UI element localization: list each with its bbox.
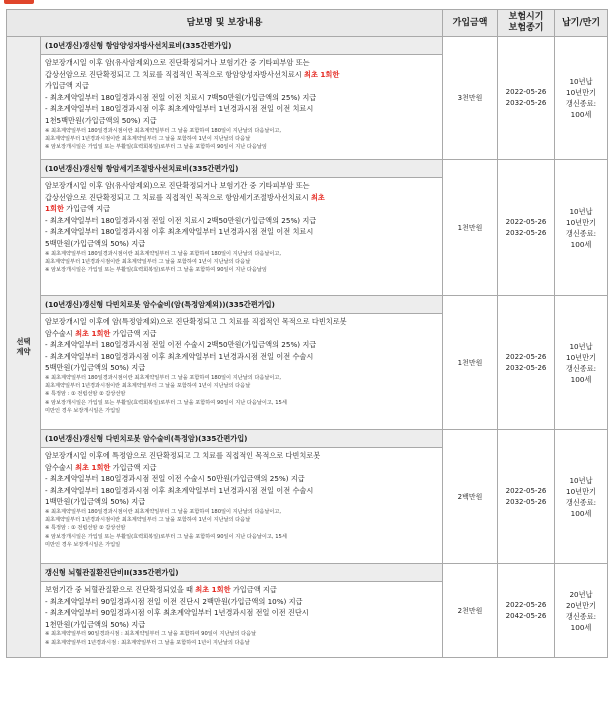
term-line: 10년만기: [566, 486, 596, 496]
coverage-cell: [41, 160, 443, 296]
description-text: - 최초계약일부터 90일경과시점 이후 최초계약일부터 1년경과시점 전일 이전 진단시: [45, 608, 309, 618]
term-line: 100세: [570, 622, 592, 632]
footnote-line: ※ 최초계약일부터 1년경과시점 : 최초계약일부터 그 날을 포함하여 1년이 지난날의 다음날: [45, 639, 250, 646]
description-text: 암수술시: [45, 328, 76, 338]
description-text: - 최초계약일부터 180일경과시점 전일 이전 치료시 2백50만원(가입금액의 25%) 지급: [45, 215, 317, 225]
amount-cell: 2백만원: [443, 430, 498, 564]
coverage-description: [41, 582, 442, 649]
description-text: 보험기간 중 뇌혈관질환으로 진단확정되었을 때: [45, 585, 196, 594]
description-line: [45, 450, 438, 462]
footnote-line: 최초계약일부터 1년경과시점이란 최초계약일부터 그 날을 포함하여 1년이 지난날의 다음날: [45, 517, 251, 524]
coverage-description: [41, 178, 442, 276]
coverage-cell: [41, 564, 443, 658]
footnote-line: ※ 특정암 : ① 전립선암 ② 갑상선암: [45, 525, 126, 532]
description-line: [45, 238, 438, 250]
term-line: 100세: [570, 239, 592, 249]
term-line: 갱신종료:: [565, 99, 597, 108]
term-cell: [555, 160, 608, 296]
term-line: 100세: [570, 508, 592, 518]
description-line: [45, 462, 438, 474]
coverage-cell: [41, 296, 443, 430]
description-line: [45, 473, 438, 485]
period-cell: [498, 160, 555, 296]
coverage-cell: [41, 430, 443, 564]
highlight-text: 최초 1회한: [75, 462, 111, 472]
description-line: [45, 80, 438, 92]
description-line: [45, 215, 438, 227]
term-line: 100세: [570, 110, 592, 119]
description-line: [45, 485, 438, 497]
period-start-date: 2022-05-26: [505, 600, 547, 609]
coverage-cell: [41, 37, 443, 160]
footnote-line: ※ 암보장개시일은 가입일 또는 부활일(효력회복일)로부터 그 날을 포함하여 90일이 지난 다음날이고, 15세: [45, 533, 287, 540]
period-cell: [498, 430, 555, 564]
footnote-line: ※ 최초계약일부터 180일경과시점이란 최초계약일부터 그 날을 포함하여 180일이 지난날의 다음날이고,: [45, 250, 282, 257]
description-text: 1천5백만원(가입금액의 50%) 지급: [45, 115, 157, 125]
period-end-date: 2042-05-26: [505, 611, 547, 620]
footnote-line: 미만인 경우 보장개시일은 가입일: [45, 407, 121, 414]
description-text: 가입금액 지급: [230, 585, 277, 594]
amount-cell: 1천만원: [443, 160, 498, 296]
footnote-line: 최초계약일부터 1년경과시점이란 최초계약일부터 그 날을 포함하여 1년이 지난날의 다음날: [45, 383, 251, 390]
description-text: - 최초계약일부터 180일경과시점 전일 이전 수술시 50만원(가입금액의 25%) 지급: [45, 474, 305, 484]
description-text: - 최초계약일부터 180일경과시점 전일 이전 치료시 7백50만원(가입금액의 25%) 지급: [45, 92, 317, 102]
term-cell: [555, 296, 608, 430]
description-line: [45, 92, 438, 104]
description-text: 가입금액 지급: [45, 81, 89, 91]
amount-cell: 1천만원: [443, 296, 498, 430]
table-row: [7, 37, 608, 160]
description-text: 갑상선암으로 진단확정되고 그 치료를 직접적인 목적으로 항암세기조절방사선치료시: [45, 192, 311, 202]
term-line: 10년납: [569, 475, 593, 485]
description-text: - 최초계약일부터 180일경과시점 이후 최초계약일부터 1년경과시점 전일 이전 치료시: [45, 227, 314, 237]
coverage-title: (10년갱신)갱신형 다빈치로봇 암수술비(암(특정암제외))(335간편가입): [41, 296, 442, 314]
description-text: 암보장개시일 이후에 특정암으로 진단확정되고 그 치료를 직접적인 목적으로 다빈치로봇: [45, 451, 321, 460]
term-line: 20년납: [569, 589, 593, 599]
period-end-date: 2032-05-26: [505, 99, 547, 107]
period-cell: [498, 564, 555, 658]
term-line: 10년납: [569, 206, 593, 216]
description-line: [45, 339, 438, 351]
period-cell: [498, 37, 555, 160]
side-label-line: 선택: [16, 337, 31, 346]
description-line: [45, 203, 438, 215]
highlight-text: 최초 1회한: [304, 69, 340, 79]
table-row: [7, 564, 608, 658]
description-text: 암보장개시일 이후 암(유사암제외)으로 진단확정되거나 보험기간 중 기타피부암 또는: [45, 181, 310, 190]
description-text: 1천만원(가입금액의 50%) 지급: [45, 619, 146, 629]
period-start-date: 2022-05-26: [505, 352, 547, 361]
term-line: 10년납: [569, 341, 593, 351]
footnote-line: ※ 암보장개시일은 가입일 또는 부활일(효력회복일)로부터 그 날을 포함하여 90일이 지난 다음날임: [45, 143, 267, 150]
coverage-title: (10년갱신)갱신형 다빈치로봇 암수술비(특정암)(335간편가입): [41, 430, 442, 448]
description-line: [45, 192, 438, 204]
description-text: 가입금액 지급: [110, 462, 157, 472]
period-start-date: 2022-05-26: [505, 217, 547, 226]
footnote-line: 최초계약일부터 1년경과시점이란 최초계약일부터 그 날을 포함하여 1년이 지난날의 다음날: [45, 135, 251, 142]
term-line: 10년만기: [566, 352, 596, 362]
description-line: [45, 328, 438, 340]
footnote-line: ※ 최초계약일부터 180일경과시점이란 최초계약일부터 그 날을 포함하여 180일이 지난날의 다음날이고,: [45, 508, 282, 515]
term-line: 갱신종료:: [565, 228, 597, 238]
footnote-line: ※ 암보장개시일은 가입일 또는 부활일(효력회복일)로부터 그 날을 포함하여 90일이 지난 다음날이고, 15세: [45, 399, 287, 406]
amount-cell: 2천만원: [443, 564, 498, 658]
period-end-date: 2032-05-26: [505, 228, 547, 237]
coverage-description: [41, 55, 442, 153]
term-line: 10년납: [569, 77, 593, 86]
term-line: 100세: [570, 374, 592, 384]
table-row: [7, 430, 608, 564]
footnote-line: 미만인 경우 보장개시일은 가입일: [45, 541, 121, 548]
description-text: - 최초계약일부터 180일경과시점 이후 최초계약일부터 1년경과시점 전일 이전 치료시: [45, 104, 314, 114]
description-text: - 최초계약일부터 90일경과시점 전일 이전 진단시 2백만원(가입금액의 10%) 지급: [45, 596, 303, 606]
term-cell: [555, 430, 608, 564]
footnote-line: ※ 특정암 : ① 전립선암 ② 갑상선암: [45, 391, 126, 398]
description-text: - 최초계약일부터 180일경과시점 이후 최초계약일부터 1년경과시점 전일 이전 수술시: [45, 351, 314, 361]
description-text: 5백만원(가입금액의 50%) 지급: [45, 238, 146, 248]
description-text: 암보장개시일 이후 암(유사암제외)으로 진단확정되거나 보험기간 중 기타피부암 또는: [45, 58, 310, 67]
coverage-description: [41, 448, 442, 551]
header-period-start: 보험시기: [508, 12, 544, 22]
description-line: [45, 596, 438, 608]
description-line: [45, 103, 438, 115]
footnote-line: 최초계약일부터 1년경과시점이란 최초계약일부터 그 날을 포함하여 1년이 지난날의 다음날: [45, 258, 251, 265]
description-text: 가입금액 지급: [110, 328, 157, 338]
coverage-description: [41, 314, 442, 417]
header-coverage: 담보명 및 보장내용: [7, 10, 443, 37]
coverage-title: 갱신형 뇌혈관질환진단비II(335간편가입): [41, 564, 442, 582]
description-line: [45, 57, 438, 69]
term-line: 10년만기: [566, 217, 596, 227]
footnote-line: ※ 최초계약일부터 180일경과시점이란 최초계약일부터 그 날을 포함하여 180일이 지난날의 다음날이고,: [45, 374, 282, 381]
description-text: 암보장개시일 이후에 암(특정암제외)으로 진단확정되고 그 치료를 직접적인 목적으로 다빈치로봇: [45, 317, 347, 326]
highlight-text: 최초 1회한: [195, 585, 231, 594]
description-line: [45, 226, 438, 238]
description-line: [45, 69, 438, 81]
amount-cell: 3천만원: [443, 37, 498, 160]
description-line: [45, 607, 438, 619]
description-line: [45, 584, 438, 596]
description-line: [45, 316, 438, 328]
coverage-title: (10년갱신)갱신형 항암양성자방사선치료비(335간편가입): [41, 37, 442, 55]
description-text: 갑상선암으로 진단확정되고 그 치료를 직접적인 목적으로 항암양성자방사선치료시: [45, 69, 305, 79]
term-line: 갱신종료:: [565, 497, 597, 507]
term-line: 갱신종료:: [565, 363, 597, 373]
table-row: [7, 296, 608, 430]
description-line: [45, 619, 438, 631]
description-line: [45, 180, 438, 192]
table-row: [7, 160, 608, 296]
description-text: 5백만원(가입금액의 50%) 지급: [45, 363, 146, 373]
side-label: [7, 37, 41, 658]
side-label-line: 계약: [16, 347, 31, 356]
description-line: [45, 351, 438, 363]
term-cell: [555, 564, 608, 658]
term-line: 20년만기: [566, 600, 596, 610]
header-period-end: 보험종기: [508, 23, 544, 33]
coverage-table: [6, 9, 608, 658]
coverage-title: (10년갱신)갱신형 항암세기조절방사선치료비(335간편가입): [41, 160, 442, 178]
highlight-text: 최초 1회한: [75, 328, 111, 338]
footnote-line: ※ 최초계약일부터 90일경과시점 : 최초계약일부터 그 날을 포함하여 90일이 지난날의 다음날: [45, 631, 257, 638]
header-period: [498, 10, 555, 37]
description-text: 가입금액 지급: [63, 204, 111, 214]
description-line: [45, 496, 438, 508]
table-header-row: [7, 10, 608, 37]
section-marker: [4, 0, 34, 6]
term-line: 갱신종료:: [565, 611, 597, 621]
period-cell: [498, 296, 555, 430]
period-start-date: 2022-05-26: [505, 88, 547, 96]
footnote-line: ※ 암보장개시일은 가입일 또는 부활일(효력회복일)로부터 그 날을 포함하여 90일이 지난 다음날임: [45, 266, 267, 273]
highlight-text: 1회한: [45, 204, 64, 214]
description-text: 암수술시: [45, 462, 76, 472]
period-start-date: 2022-05-26: [505, 486, 547, 495]
description-text: - 최초계약일부터 180일경과시점 전일 이전 수술시 2백50만원(가입금액의 25%) 지급: [45, 340, 317, 350]
header-amount: 가입금액: [443, 10, 498, 37]
description-line: [45, 362, 438, 374]
description-text: - 최초계약일부터 180일경과시점 이후 최초계약일부터 1년경과시점 전일 이전 수술시: [45, 485, 314, 495]
term-cell: [555, 37, 608, 160]
description-text: 1백만원(가입금액의 50%) 지급: [45, 497, 146, 507]
highlight-text: 최초: [310, 192, 325, 202]
description-line: [45, 115, 438, 127]
period-end-date: 2032-05-26: [505, 497, 547, 506]
period-end-date: 2032-05-26: [505, 363, 547, 372]
footnote-line: ※ 최초계약일부터 180일경과시점이란 최초계약일부터 그 날을 포함하여 180일이 지난날의 다음날이고,: [45, 127, 282, 134]
term-line: 10년만기: [566, 88, 596, 97]
header-term: 납기/만기: [555, 10, 608, 37]
